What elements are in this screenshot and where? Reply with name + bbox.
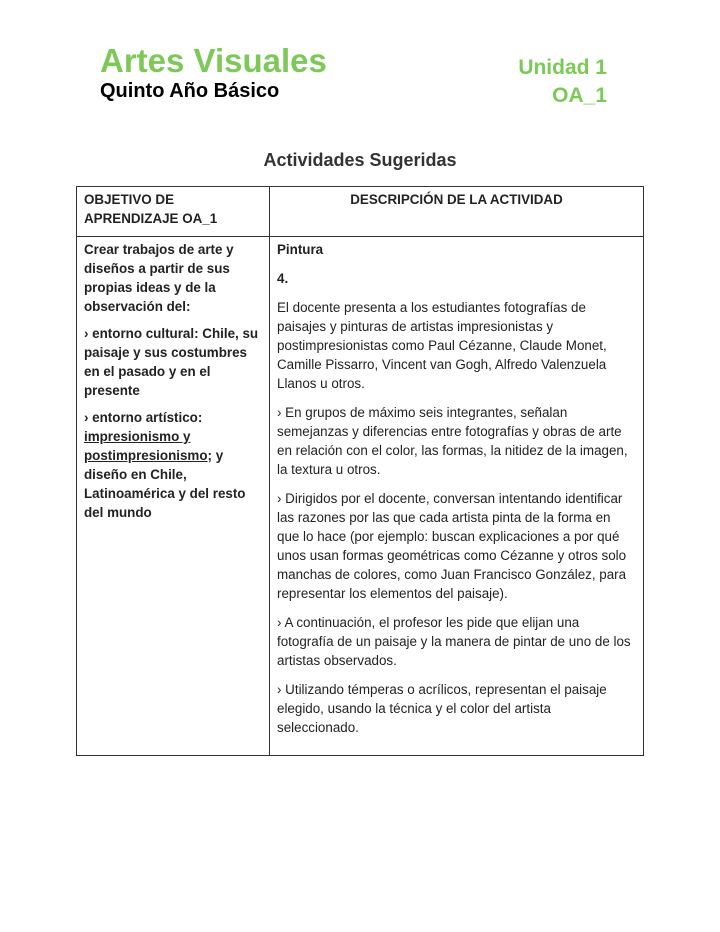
objective-item-text: ; y diseño en Chile, Latinoamérica y del resto del mundo [84,448,246,520]
activity-number: 4. [277,271,289,286]
subject-title: Artes Visuales [100,42,327,79]
objective-item: › entorno cultural: Chile, su paisaje y sus costumbres en el pasado y en el presente [84,326,259,398]
objective-intro: Crear trabajos de arte y diseños a partir de sus propias ideas y de la observación del: [84,242,234,314]
section-title: Actividades Sugeridas [263,150,457,170]
objective-item-text: › entorno artístico: [84,410,203,425]
unit-number: Unidad 1 [518,56,607,79]
oa-label: OA_1 [552,84,607,107]
table-header-row [77,187,644,237]
activities-table [76,186,644,756]
activity-paragraph: › Dirigidos por el docente, conversan intentando identificar las razones por las que cada artista pinta de la forma en que lo hace (por ejemplo: buscan explicaciones a por qué unos usan formas geométricas como Cézanne y otros solo manchas de colores, como Juan Francisco González, para representar los elementos del paisaje). [277,491,627,601]
activity-paragraph: › A continuación, el profesor les pide que elijan una fotografía de un paisaje y la manera de pintar de uno de los artistas observados. [277,615,631,668]
objective-cell [77,237,270,756]
activity-paragraph: El docente presenta a los estudiantes fotografías de paisajes y pinturas de artistas impresionistas y postimpresionistas como Paul Cézanne, Claude Monet, Camille Pissarro, Vincent van Gogh, Alfredo Valenzuela Llanos u otros. [277,300,607,391]
activity-cell [270,237,644,756]
activity-heading: Pintura [277,242,324,257]
objective-link[interactable]: impresionismo y postimpresionismo [84,429,208,463]
objective-header: OBJETIVO DE APRENDIZAJE OA_1 [77,187,270,237]
description-header: DESCRIPCIÓN DE LA ACTIVIDAD [270,187,644,237]
table-row [77,237,644,756]
activity-paragraph: › En grupos de máximo seis integrantes, señalan semejanzas y diferencias entre fotografías y obras de arte en relación con el color, las formas, la nitidez de la imagen, la textura u otros. [277,405,628,477]
objective-item [84,408,262,522]
unit-label [518,54,607,110]
grade-subtitle: Quinto Año Básico [100,80,280,102]
activity-paragraph: › Utilizando témperas o acrílicos, representan el paisaje elegido, usando la técnica y el color del artista seleccionado. [277,682,607,735]
